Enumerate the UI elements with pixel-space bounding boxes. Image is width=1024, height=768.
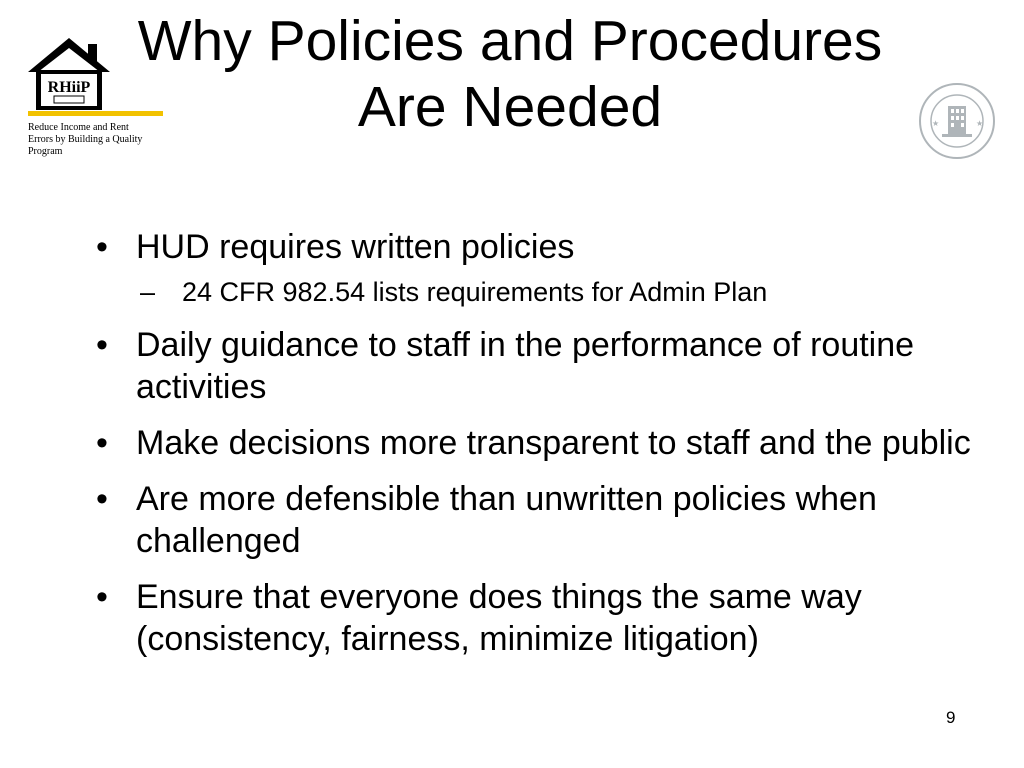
bullet-text: HUD requires written policies [136,228,575,266]
bullet-text: Make decisions more transparent to staff and the public [136,424,971,462]
slide-title [100,8,920,140]
sub-bullet-text: 24 CFR 982.54 lists requirements for Admin Plan [182,277,768,307]
sub-bullet-item [140,274,976,310]
bullet-item [96,226,976,268]
page-number: 9 [946,708,956,727]
svg-text:★: ★ [976,119,984,128]
bullet-marker: • [96,578,108,616]
slide-title-line2: Are Needed [357,75,663,139]
bullet-marker: • [96,326,108,364]
bullet-text: Daily guidance to staff in the performance of routine activities [136,326,915,406]
bullet-text: Are more defensible than unwritten policies when challenged [136,480,877,560]
bullet-marker: • [96,228,108,266]
bullet-item [96,478,976,562]
logo-caption-line3: Program [28,146,63,157]
hud-seal-icon [918,82,996,160]
svg-text:★: ★ [932,119,940,128]
logo-wordmark: RHiiP [47,79,91,96]
bullet-text: Ensure that everyone does things the same way (consistency, fairness, minimize litigation) [136,578,862,658]
sub-bullet-marker: – [140,277,156,307]
bullet-item [96,422,976,464]
bullet-marker: • [96,480,108,518]
bullet-item [96,576,976,660]
bullet-list [96,226,976,674]
logo-caption-line2: Errors by Building a Quality [28,134,143,145]
logo-caption-line1: Reduce Income and Rent [28,122,129,133]
bullet-item [96,324,976,408]
slide-title-line1: Why Policies and Procedures [137,9,883,73]
bullet-marker: • [96,424,108,462]
